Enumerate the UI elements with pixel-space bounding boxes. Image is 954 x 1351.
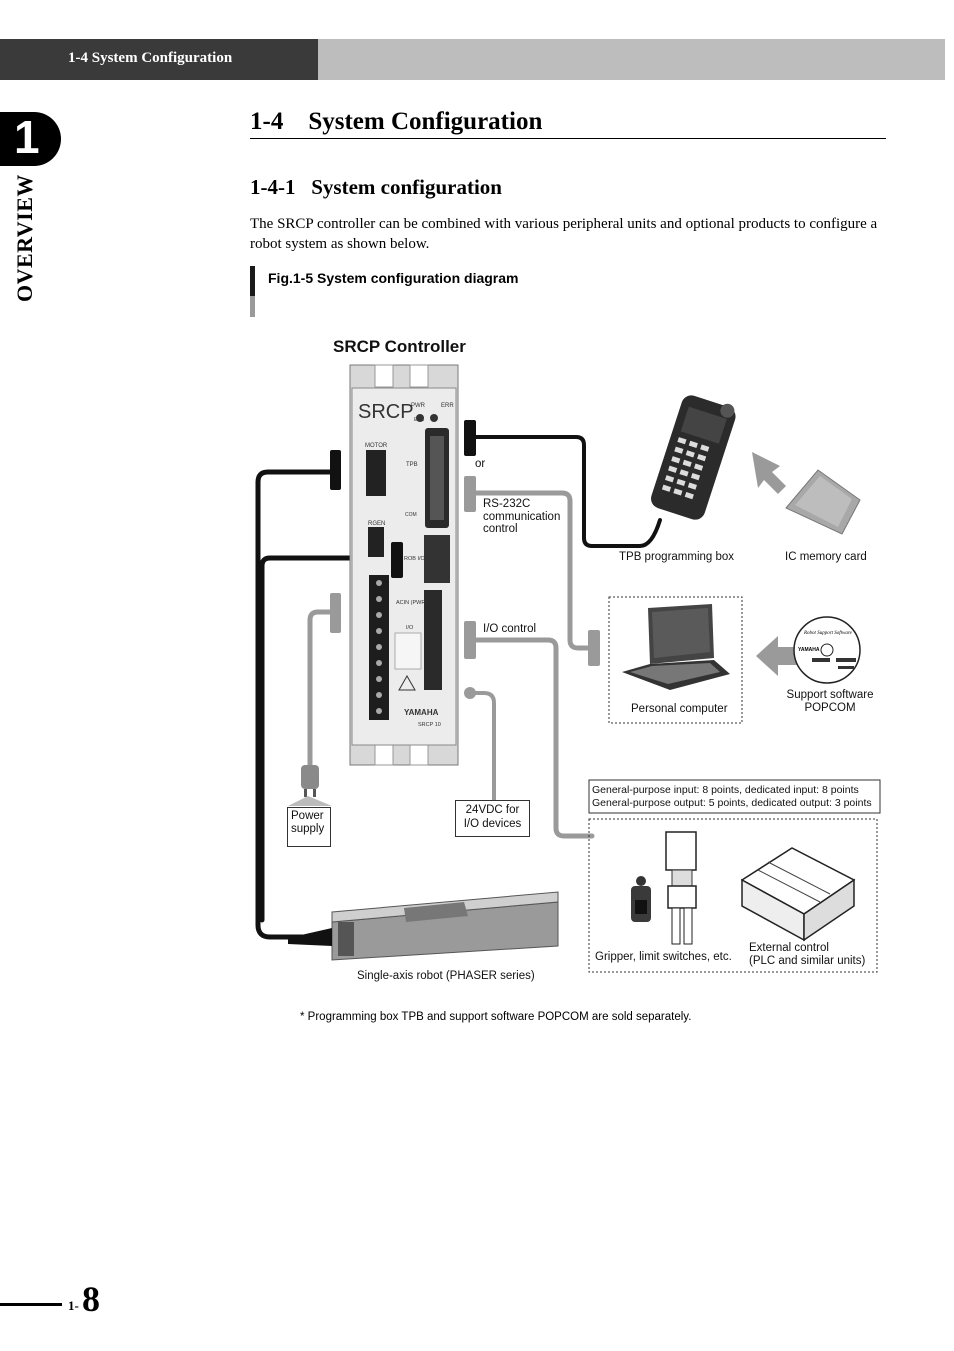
or-label: or — [475, 458, 486, 470]
svg-text:Robot Support Software: Robot Support Software — [804, 631, 852, 636]
ic-card-label: IC memory card — [785, 551, 867, 563]
page-rule — [0, 1303, 62, 1306]
svg-text:ESC: ESC — [414, 417, 425, 423]
pc-label: Personal computer — [631, 703, 728, 715]
chapter-number: 1 — [14, 111, 40, 163]
chapter-label: OVERVIEW — [12, 174, 37, 302]
single-axis-robot-icon — [288, 892, 558, 960]
limit-switch-icon — [631, 876, 651, 922]
laptop-icon — [622, 604, 730, 690]
svg-text:ROB I/O: ROB I/O — [404, 556, 425, 562]
svg-text:ACIN (PWR): ACIN (PWR) — [396, 600, 428, 606]
power-supply-label: Power supply — [287, 807, 331, 847]
intro-paragraph: The SRCP controller can be combined with various peripheral units and optional products to configure a robot system as shown below. — [250, 216, 878, 252]
dc-cable — [474, 693, 494, 800]
ic-memory-card-icon — [786, 470, 860, 534]
io-control-label: I/O control — [483, 623, 537, 635]
running-header: 1-4 System Configuration — [68, 50, 233, 66]
controller-title: SRCP Controller — [333, 337, 466, 356]
tpb-programming-box-icon — [648, 390, 739, 522]
tpb-label: TPB programming box — [619, 551, 735, 563]
panel-brand: SRCP — [358, 401, 414, 423]
motor-cable — [258, 472, 332, 937]
power-cable — [310, 612, 332, 768]
subsection-title: 1-4-1 System configuration — [250, 175, 502, 199]
svg-text:MOTOR: MOTOR — [365, 443, 388, 449]
section-title: 1-4 System Configuration — [250, 108, 543, 135]
dc-supply-label: 24VDC for I/O devices — [455, 800, 530, 837]
svg-text:ERR: ERR — [441, 403, 454, 409]
svg-text:YAMAHA: YAMAHA — [404, 708, 439, 717]
footnote: * Programming box TPB and support software POPCOM are sold separately. — [300, 1011, 692, 1023]
plc-icon — [742, 848, 854, 940]
svg-text:COM: COM — [405, 512, 417, 518]
gripper-icon — [666, 832, 696, 944]
svg-text:TPB: TPB — [406, 462, 418, 468]
page-prefix: 1- — [68, 1298, 79, 1313]
power-plug-icon — [288, 765, 332, 806]
svg-text:RGEN: RGEN — [368, 521, 386, 527]
rs232-label: RS-232C communication control — [483, 498, 561, 535]
gp-io-label: General-purpose input: 8 points, dedicated input: 8 points General-purpose output: 5 points, dedicated output: 3 points — [592, 784, 872, 809]
figure-caption: Fig.1-5 System configuration diagram — [268, 270, 519, 286]
svg-text:YAMAHA: YAMAHA — [798, 647, 820, 653]
robot-label: Single-axis robot (PHASER series) — [357, 970, 535, 982]
arrow-icon — [752, 452, 798, 676]
gripper-label: Gripper, limit switches, etc. — [595, 951, 732, 963]
external-control-label: External control (PLC and similar units) — [749, 942, 866, 967]
svg-text:SRCP 10: SRCP 10 — [418, 722, 441, 728]
srcp-controller — [350, 365, 458, 765]
page-number: 8 — [82, 1279, 100, 1319]
popcom-cd-icon — [794, 617, 860, 683]
svg-text:I/O: I/O — [406, 625, 414, 631]
svg-text:PWR: PWR — [411, 403, 425, 409]
support-software-label: Support software POPCOM — [786, 689, 874, 714]
